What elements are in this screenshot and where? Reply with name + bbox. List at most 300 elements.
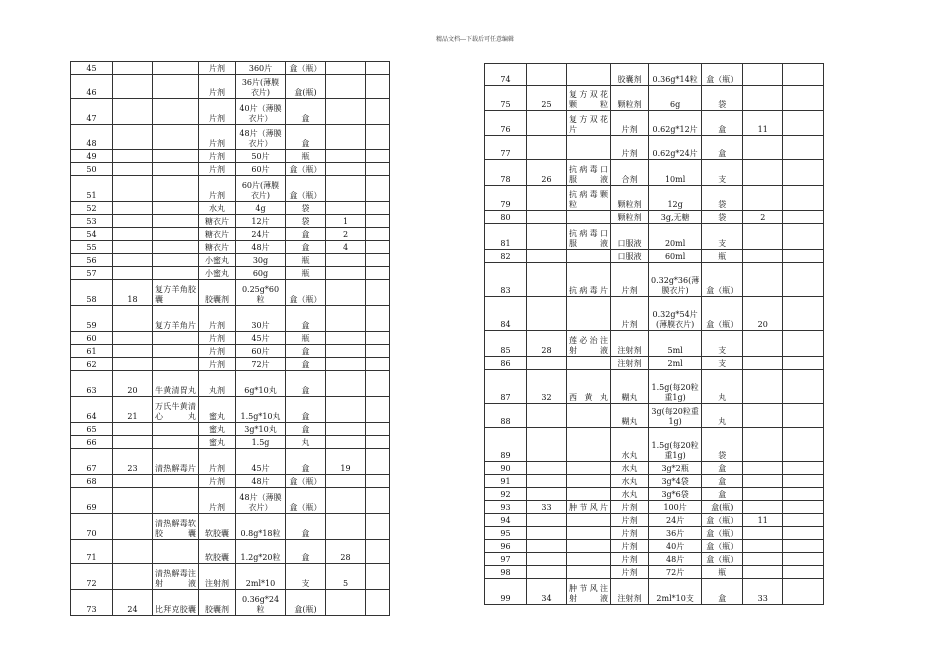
cell-count [326, 436, 366, 449]
cell-form: 片剂 [199, 125, 236, 150]
table-row [71, 475, 390, 488]
cell-unit: 盒 [286, 423, 326, 436]
cell-seq [527, 224, 567, 250]
cell-blank [783, 224, 824, 250]
cell-form: 糊丸 [611, 404, 649, 428]
cell-name [153, 125, 199, 150]
cell-blank [783, 297, 824, 331]
drug-table-right [484, 63, 824, 605]
table-row [71, 280, 390, 306]
cell-unit: 盒 [702, 462, 743, 475]
cell-seq [527, 553, 567, 566]
cell-blank [366, 75, 390, 99]
table-row [485, 263, 824, 297]
cell-count [326, 488, 366, 514]
cell-seq [113, 254, 153, 267]
table-row [485, 501, 824, 514]
cell-unit: 盒 [286, 540, 326, 564]
table-row [71, 423, 390, 436]
cell-name: 复方双花片 [567, 111, 611, 136]
cell-spec: 60g [236, 267, 286, 280]
cell-seq [113, 176, 153, 202]
cell-no: 59 [71, 306, 113, 332]
cell-unit: 盒 [286, 449, 326, 475]
cell-seq [113, 564, 153, 590]
cell-blank [366, 436, 390, 449]
cell-no: 74 [485, 64, 527, 86]
cell-seq [527, 111, 567, 136]
cell-seq [527, 297, 567, 331]
table-row [485, 357, 824, 370]
cell-name [567, 553, 611, 566]
cell-spec: 2ml*10 [236, 564, 286, 590]
cell-form: 丸剂 [199, 371, 236, 397]
cell-name: 莲必治注射液 [567, 331, 611, 357]
table-row [485, 160, 824, 186]
cell-blank [366, 267, 390, 280]
cell-seq: 25 [527, 86, 567, 111]
cell-seq [113, 150, 153, 163]
cell-seq [527, 475, 567, 488]
cell-unit: 盒 [286, 371, 326, 397]
cell-form: 胶囊剂 [199, 590, 236, 616]
cell-seq [113, 345, 153, 358]
cell-form: 片剂 [199, 345, 236, 358]
cell-blank [783, 553, 824, 566]
cell-form: 片剂 [611, 297, 649, 331]
cell-spec: 50片 [236, 150, 286, 163]
cell-no: 87 [485, 370, 527, 404]
cell-unit: 袋 [286, 202, 326, 215]
cell-blank [783, 404, 824, 428]
cell-count: 2 [743, 211, 783, 224]
cell-no: 72 [71, 564, 113, 590]
cell-seq [113, 228, 153, 241]
cell-form: 片剂 [611, 136, 649, 160]
cell-no: 65 [71, 423, 113, 436]
cell-form: 合剂 [611, 160, 649, 186]
cell-count [743, 224, 783, 250]
cell-seq [527, 404, 567, 428]
cell-seq: 32 [527, 370, 567, 404]
cell-form: 片剂 [611, 540, 649, 553]
cell-name [567, 136, 611, 160]
cell-seq: 18 [113, 280, 153, 306]
cell-unit: 支 [702, 357, 743, 370]
cell-name [153, 228, 199, 241]
cell-count [326, 306, 366, 332]
table-row [485, 527, 824, 540]
cell-unit: 支 [702, 160, 743, 186]
cell-no: 69 [71, 488, 113, 514]
cell-no: 57 [71, 267, 113, 280]
table-row [71, 332, 390, 345]
cell-count: 28 [326, 540, 366, 564]
cell-no: 91 [485, 475, 527, 488]
cell-no: 46 [71, 75, 113, 99]
cell-count [326, 99, 366, 125]
cell-spec: 45片 [236, 449, 286, 475]
table-row [485, 186, 824, 211]
cell-count: 33 [743, 579, 783, 605]
cell-spec: 24片 [236, 228, 286, 241]
cell-unit: 袋 [702, 86, 743, 111]
cell-spec: 0.62g*24片 [649, 136, 702, 160]
cell-blank [783, 475, 824, 488]
cell-spec: 2ml*10支 [649, 579, 702, 605]
cell-form: 口服液 [611, 250, 649, 263]
cell-spec: 30g [236, 254, 286, 267]
cell-seq [527, 357, 567, 370]
cell-spec: 0.25g*60粒 [236, 280, 286, 306]
cell-form: 水丸 [611, 488, 649, 501]
cell-seq [113, 358, 153, 371]
cell-unit: 盒（瓶） [702, 263, 743, 297]
cell-name: 清热解毒注射液 [153, 564, 199, 590]
table-row [485, 475, 824, 488]
cell-seq [527, 428, 567, 462]
cell-unit: 盒（瓶） [702, 553, 743, 566]
cell-unit: 盒（瓶） [286, 62, 326, 75]
cell-spec: 3g*2瓶 [649, 462, 702, 475]
cell-count [743, 263, 783, 297]
cell-spec: 40片（薄膜衣片） [236, 99, 286, 125]
cell-blank [783, 136, 824, 160]
cell-count [743, 86, 783, 111]
cell-no: 73 [71, 590, 113, 616]
cell-form: 片剂 [199, 332, 236, 345]
cell-name: 清热解毒片 [153, 449, 199, 475]
cell-blank [783, 86, 824, 111]
cell-name [153, 436, 199, 449]
cell-count [743, 250, 783, 263]
cell-no: 75 [485, 86, 527, 111]
cell-blank [366, 150, 390, 163]
cell-count [326, 280, 366, 306]
cell-blank [366, 540, 390, 564]
cell-blank [783, 514, 824, 527]
cell-form: 片剂 [199, 449, 236, 475]
cell-seq [113, 202, 153, 215]
cell-seq [113, 540, 153, 564]
cell-form: 片剂 [611, 514, 649, 527]
cell-blank [783, 527, 824, 540]
cell-name [153, 254, 199, 267]
cell-blank [366, 590, 390, 616]
cell-seq [527, 514, 567, 527]
table-row [71, 99, 390, 125]
cell-seq [113, 215, 153, 228]
cell-no: 52 [71, 202, 113, 215]
cell-no: 55 [71, 241, 113, 254]
cell-name [567, 462, 611, 475]
cell-unit: 袋 [702, 186, 743, 211]
cell-form: 片剂 [611, 263, 649, 297]
cell-count [326, 397, 366, 423]
cell-blank [783, 488, 824, 501]
cell-unit: 盒（瓶） [702, 540, 743, 553]
cell-unit: 盒（瓶） [702, 297, 743, 331]
drug-table-left [70, 61, 390, 616]
cell-count [743, 404, 783, 428]
table-row [485, 488, 824, 501]
cell-seq [527, 263, 567, 297]
cell-blank [366, 125, 390, 150]
cell-unit: 盒 [286, 241, 326, 254]
cell-blank [783, 579, 824, 605]
cell-blank [783, 331, 824, 357]
cell-unit: 盒 [286, 125, 326, 150]
cell-spec: 1.2g*20粒 [236, 540, 286, 564]
cell-blank [366, 345, 390, 358]
cell-spec: 60ml [649, 250, 702, 263]
cell-no: 84 [485, 297, 527, 331]
cell-count [743, 475, 783, 488]
table-row [71, 488, 390, 514]
cell-no: 93 [485, 501, 527, 514]
cell-seq [527, 527, 567, 540]
cell-no: 45 [71, 62, 113, 75]
cell-count [326, 475, 366, 488]
cell-count [743, 331, 783, 357]
cell-name [153, 332, 199, 345]
table-row [71, 202, 390, 215]
cell-count: 11 [743, 111, 783, 136]
cell-no: 79 [485, 186, 527, 211]
cell-spec: 72片 [236, 358, 286, 371]
cell-unit: 丸 [702, 404, 743, 428]
table-row [71, 176, 390, 202]
cell-form: 注射剂 [611, 357, 649, 370]
cell-blank [366, 332, 390, 345]
cell-spec: 3g*4袋 [649, 475, 702, 488]
cell-blank [783, 211, 824, 224]
cell-blank [783, 357, 824, 370]
cell-blank [366, 228, 390, 241]
cell-name [567, 211, 611, 224]
cell-spec: 0.36g*14粒 [649, 64, 702, 86]
cell-form: 糖衣片 [199, 241, 236, 254]
cell-no: 96 [485, 540, 527, 553]
cell-no: 51 [71, 176, 113, 202]
table-row [485, 297, 824, 331]
cell-name: 西黄丸 [567, 370, 611, 404]
cell-blank [366, 163, 390, 176]
cell-blank [366, 514, 390, 540]
cell-unit: 袋 [702, 211, 743, 224]
cell-count [326, 62, 366, 75]
cell-seq [113, 62, 153, 75]
cell-count [743, 370, 783, 404]
cell-form: 片剂 [199, 150, 236, 163]
cell-count [326, 125, 366, 150]
cell-no: 67 [71, 449, 113, 475]
table-row [485, 370, 824, 404]
table-row [485, 540, 824, 553]
cell-form: 片剂 [611, 566, 649, 579]
cell-count [743, 160, 783, 186]
cell-no: 56 [71, 254, 113, 267]
cell-name: 肿节风片 [567, 501, 611, 514]
cell-count [743, 462, 783, 475]
cell-seq [113, 306, 153, 332]
cell-form: 片剂 [199, 176, 236, 202]
cell-unit: 盒（瓶） [702, 64, 743, 86]
cell-form: 水丸 [611, 475, 649, 488]
table-row [485, 111, 824, 136]
cell-count [326, 345, 366, 358]
table-row [71, 125, 390, 150]
cell-seq [113, 332, 153, 345]
cell-blank [783, 540, 824, 553]
cell-name [567, 566, 611, 579]
cell-form: 颗粒剂 [611, 186, 649, 211]
cell-spec: 2ml [649, 357, 702, 370]
cell-no: 77 [485, 136, 527, 160]
cell-no: 62 [71, 358, 113, 371]
cell-unit: 瓶 [286, 254, 326, 267]
table-row [71, 590, 390, 616]
cell-no: 60 [71, 332, 113, 345]
cell-count [743, 136, 783, 160]
cell-seq [527, 566, 567, 579]
cell-blank [366, 280, 390, 306]
cell-seq [113, 241, 153, 254]
cell-unit: 盒（瓶） [286, 176, 326, 202]
cell-count [743, 488, 783, 501]
cell-seq [527, 250, 567, 263]
cell-name [567, 297, 611, 331]
cell-spec: 40片 [649, 540, 702, 553]
table-row [485, 462, 824, 475]
table-row [71, 75, 390, 99]
cell-unit: 支 [286, 564, 326, 590]
cell-seq [527, 211, 567, 224]
cell-spec: 1.5g [236, 436, 286, 449]
cell-name [153, 62, 199, 75]
cell-count [326, 371, 366, 397]
cell-count [326, 202, 366, 215]
table-row [485, 224, 824, 250]
cell-spec: 3g,无糖 [649, 211, 702, 224]
cell-unit: 盒 [702, 111, 743, 136]
cell-count: 20 [743, 297, 783, 331]
cell-no: 92 [485, 488, 527, 501]
table-row [71, 254, 390, 267]
cell-name [153, 423, 199, 436]
cell-spec: 45片 [236, 332, 286, 345]
cell-spec: 3g*10丸 [236, 423, 286, 436]
cell-no: 50 [71, 163, 113, 176]
cell-seq [113, 488, 153, 514]
cell-no: 58 [71, 280, 113, 306]
cell-spec: 60片 [236, 345, 286, 358]
cell-unit: 盒(瓶) [286, 590, 326, 616]
cell-form: 软胶囊 [199, 514, 236, 540]
cell-form: 片剂 [199, 75, 236, 99]
cell-no: 98 [485, 566, 527, 579]
cell-spec: 1.5g(每20粒重1g) [649, 370, 702, 404]
cell-name: 清热解毒软胶囊 [153, 514, 199, 540]
cell-blank [366, 202, 390, 215]
cell-form: 颗粒剂 [611, 211, 649, 224]
cell-seq [113, 436, 153, 449]
cell-no: 54 [71, 228, 113, 241]
cell-no: 48 [71, 125, 113, 150]
cell-name [153, 215, 199, 228]
table-row [71, 267, 390, 280]
cell-count [326, 163, 366, 176]
cell-seq [527, 64, 567, 86]
cell-count [326, 176, 366, 202]
cell-name [153, 358, 199, 371]
table-row [71, 228, 390, 241]
table-row [71, 345, 390, 358]
cell-name [567, 527, 611, 540]
cell-name [153, 540, 199, 564]
cell-form: 注射剂 [611, 331, 649, 357]
table-row [71, 397, 390, 423]
cell-spec: 6g*10丸 [236, 371, 286, 397]
table-row [71, 564, 390, 590]
cell-blank [366, 358, 390, 371]
cell-seq [113, 125, 153, 150]
cell-unit: 盒(瓶) [702, 501, 743, 514]
cell-spec: 1.5g*10丸 [236, 397, 286, 423]
cell-unit: 盒 [286, 345, 326, 358]
cell-unit: 盒（瓶） [702, 527, 743, 540]
table-row [71, 436, 390, 449]
cell-spec: 12片 [236, 215, 286, 228]
cell-no: 63 [71, 371, 113, 397]
cell-unit: 袋 [702, 428, 743, 462]
cell-blank [366, 397, 390, 423]
cell-form: 注射剂 [199, 564, 236, 590]
cell-seq [113, 514, 153, 540]
cell-spec: 48片 [236, 475, 286, 488]
table-row [71, 540, 390, 564]
cell-blank [783, 501, 824, 514]
cell-no: 95 [485, 527, 527, 540]
cell-seq [527, 462, 567, 475]
cell-spec: 10ml [649, 160, 702, 186]
cell-spec: 100片 [649, 501, 702, 514]
cell-name: 万氏牛黄清心丸 [153, 397, 199, 423]
table-row [485, 64, 824, 86]
cell-blank [366, 488, 390, 514]
cell-name [153, 475, 199, 488]
cell-seq: 28 [527, 331, 567, 357]
cell-blank [366, 99, 390, 125]
cell-blank [366, 475, 390, 488]
cell-blank [366, 564, 390, 590]
cell-no: 53 [71, 215, 113, 228]
cell-no: 83 [485, 263, 527, 297]
cell-form: 片剂 [199, 99, 236, 125]
table-row [485, 579, 824, 605]
table-row [71, 215, 390, 228]
cell-unit: 盒 [286, 99, 326, 125]
cell-form: 蜜丸 [199, 397, 236, 423]
cell-blank [366, 371, 390, 397]
cell-blank [783, 111, 824, 136]
cell-no: 88 [485, 404, 527, 428]
cell-unit: 盒（瓶） [286, 488, 326, 514]
cell-count: 11 [743, 514, 783, 527]
cell-name [153, 99, 199, 125]
table-row [485, 211, 824, 224]
cell-form: 片剂 [199, 488, 236, 514]
